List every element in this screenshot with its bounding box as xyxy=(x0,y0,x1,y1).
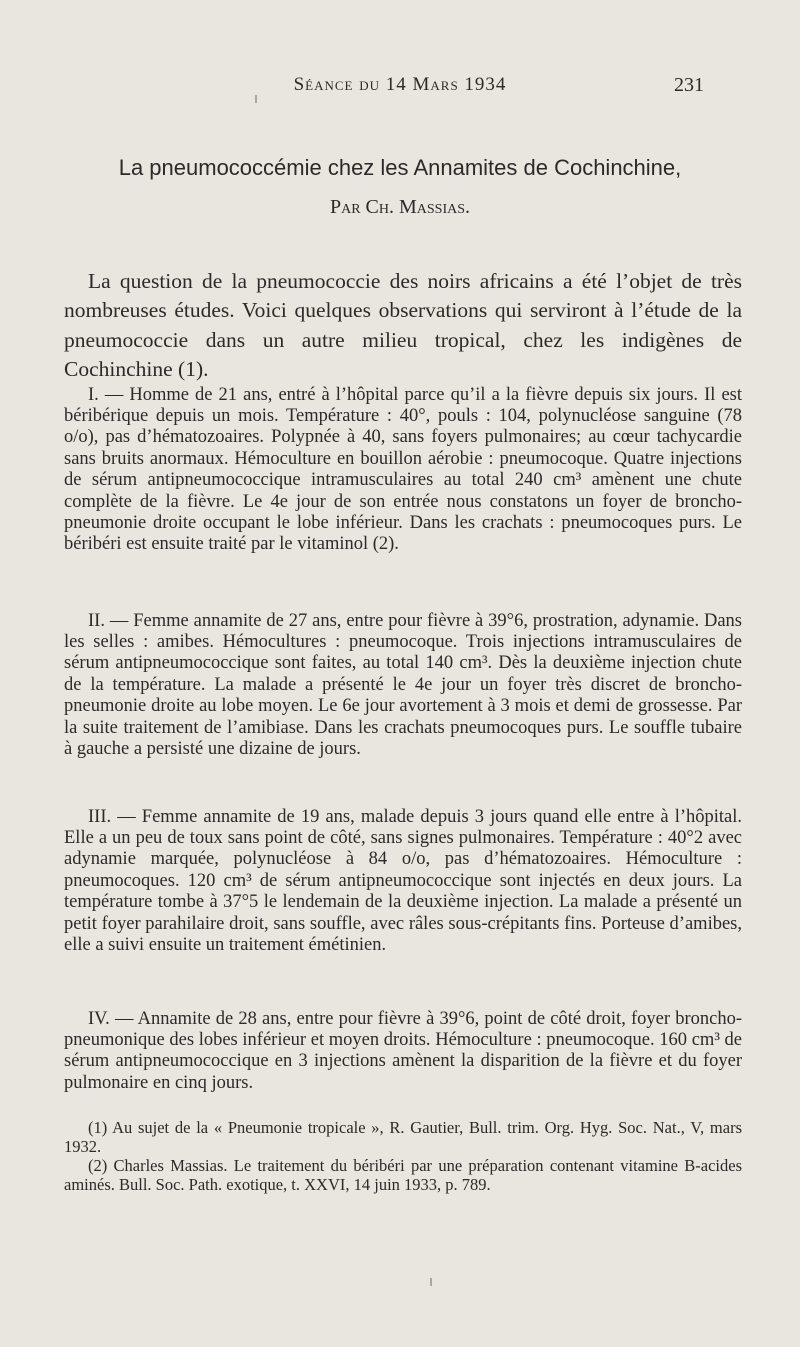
paper-blemish xyxy=(255,95,257,103)
article-byline: Par Ch. Massias. xyxy=(329,196,471,218)
observation-3: III. — Femme annamite de 19 ans, malade depuis 3 jours quand elle entre à l’hôpital. Elle a un peu de toux sans point de côté, sans signes pulmonaires. Température : 40°2 avec adynamie marquée, polynucléose à 84 o/o, pas d’hématozoaires. Hémoculture : pneumocoques. 120 cm³ de sérum antipneumococcique sont injectés en deux jours. La température tombe à 37°5 le lendemain de la deuxième injection. La malade a présenté un petit foyer parahilaire droit, sans souffle, avec râles sous-crépitants fins. Porteuse d’amibes, elle a suivi ensuite un traitement émétinien. xyxy=(64,806,742,955)
intro-paragraph: La question de la pneumococcie des noirs africains a été l’objet de très nombreuses études. Voici quelques observations qui serviront à l’étude de la pneumococcie dans un autre milieu tropical, chez les indigènes de Cochinchine (1). xyxy=(64,268,742,381)
observation-4: IV. — Annamite de 28 ans, entre pour fièvre à 39°6, point de côté droit, foyer broncho-pneumonique des lobes inférieur et moyen droits. Hémoculture : pneumocoque. 160 cm³ de sérum antipneumococcique en 3 injections amènent la disparition de la fièvre et du foyer pulmonaire en cinq jours. xyxy=(64,1008,742,1093)
running-head: Séance du 14 Mars 1934 xyxy=(293,74,507,95)
footnote-1: (1) Au sujet de la « Pneumonie tropicale », R. Gautier, Bull. trim. Org. Hyg. Soc. Nat., V, mars 1932. xyxy=(64,1118,742,1156)
observation-2: II. — Femme annamite de 27 ans, entre pour fièvre à 39°6, prostration, adynamie. Dans les selles : amibes. Hémocultures : pneumocoque. Trois injections intramusculaires de sérum antipneumococcique sont faites, au total 140 cm³. Dès la deuxième injection chute de la température. La malade a présenté le 4e jour un foyer très discret de broncho-pneumonie droite au lobe moyen. Le 6e jour avortement à 3 mois et demi de grossesse. Par la suite traitement de l’amibiase. Dans les crachats pneumocoques purs. Le souffle tubaire à gauche a persisté une dizaine de jours. xyxy=(64,610,742,759)
footnotes xyxy=(64,1118,742,1194)
observation-1: I. — Homme de 21 ans, entré à l’hôpital parce qu’il a la fièvre depuis six jours. Il est béribérique depuis un mois. Température : 40°, pouls : 104, polynucléose sanguine (78 o/o), pas d’hématozoaires. Polypnée à 40, sans foyers pulmonaires; au cœur tachycardie sans bruits anormaux. Hémoculture en bouillon aérobie : pneumocoque. Quatre injections de sérum antipneumococcique intramusculaires au total 240 cm³ amènent une chute complète de la fièvre. Le 4e jour de son entrée nous constatons un foyer de broncho-pneumonie droite occupant le lobe inférieur. Dans les crachats : pneumocoques purs. Le béribéri est ensuite traité par le vitaminol (2). xyxy=(64,384,742,555)
footnote-2: (2) Charles Massias. Le traitement du béribéri par une préparation contenant vitamine B-acides aminés. Bull. Soc. Path. exotique, t. XXVI, 14 juin 1933, p. 789. xyxy=(64,1156,742,1194)
page-header xyxy=(60,74,740,104)
page-number: 231 xyxy=(674,74,704,96)
article-title: La pneumococcémie chez les Annamites de Cochinchine, xyxy=(118,155,682,180)
paper-blemish xyxy=(430,1278,432,1286)
